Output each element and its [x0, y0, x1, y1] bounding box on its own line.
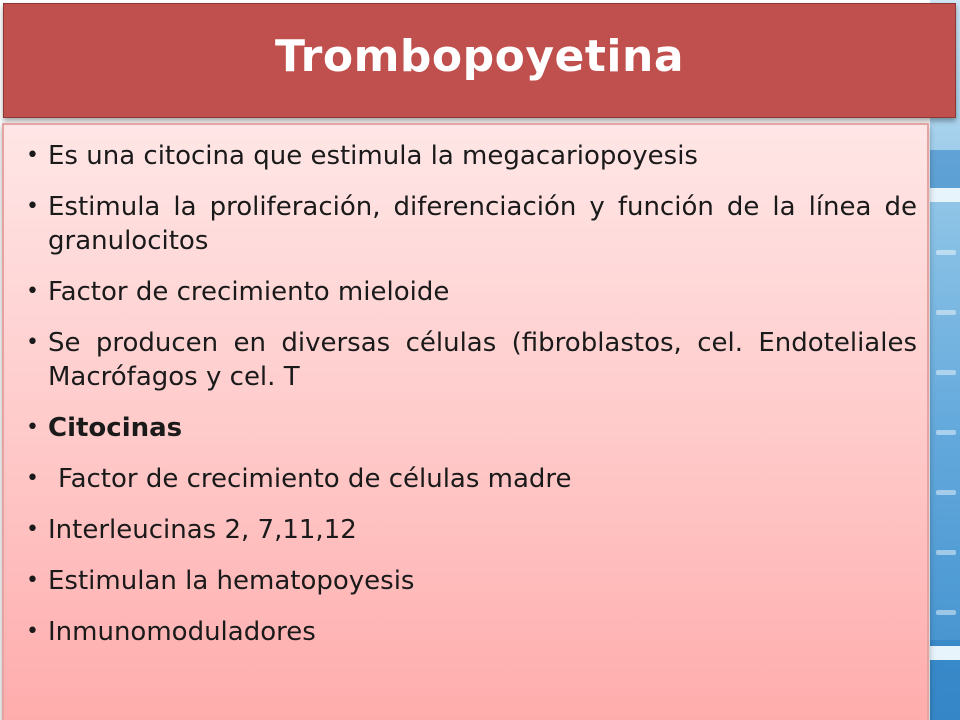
bullet-item	[26, 275, 917, 309]
bullet-text: Estimulan la hematopoyesis	[48, 566, 415, 596]
bullet-text: Interleucinas 2, 7,11,12	[48, 515, 357, 545]
slide-title: Trombopoyetina	[274, 31, 685, 82]
bullet-text: Citocinas	[48, 413, 183, 443]
bullet-text: Es una citocina que estimula la megacariopoyesis	[48, 141, 698, 171]
bullet-text: Factor de crecimiento mieloide	[48, 277, 450, 307]
bullet-icon: •	[26, 415, 39, 440]
bullet-icon: •	[26, 466, 39, 491]
bullet-item	[26, 139, 917, 173]
bullet-text: Factor de crecimiento de células madre	[58, 464, 572, 494]
bullet-text: Se producen en diversas células (fibroblastos, cel. Endoteliales Macrófagos y cel. T	[48, 328, 917, 392]
bullet-icon: •	[26, 279, 39, 304]
bullet-item	[26, 615, 917, 649]
bullet-item	[26, 326, 917, 394]
bullet-icon: •	[26, 330, 39, 355]
bullet-item	[26, 190, 917, 258]
bullet-icon: •	[26, 619, 39, 644]
bullet-icon: •	[26, 194, 39, 219]
bullet-item	[26, 564, 917, 598]
bullet-text: Inmunomoduladores	[48, 617, 316, 647]
title-bar	[3, 3, 956, 118]
bullet-item	[26, 411, 917, 445]
bullet-list	[4, 125, 927, 649]
content-box	[2, 123, 929, 720]
bullet-icon: •	[26, 517, 39, 542]
bullet-icon: •	[26, 568, 39, 593]
bullet-text: Estimula la proliferación, diferenciación y función de la línea de granulocitos	[48, 192, 917, 256]
bullet-icon: •	[26, 143, 39, 168]
bullet-item	[26, 513, 917, 547]
bullet-item	[26, 462, 917, 496]
